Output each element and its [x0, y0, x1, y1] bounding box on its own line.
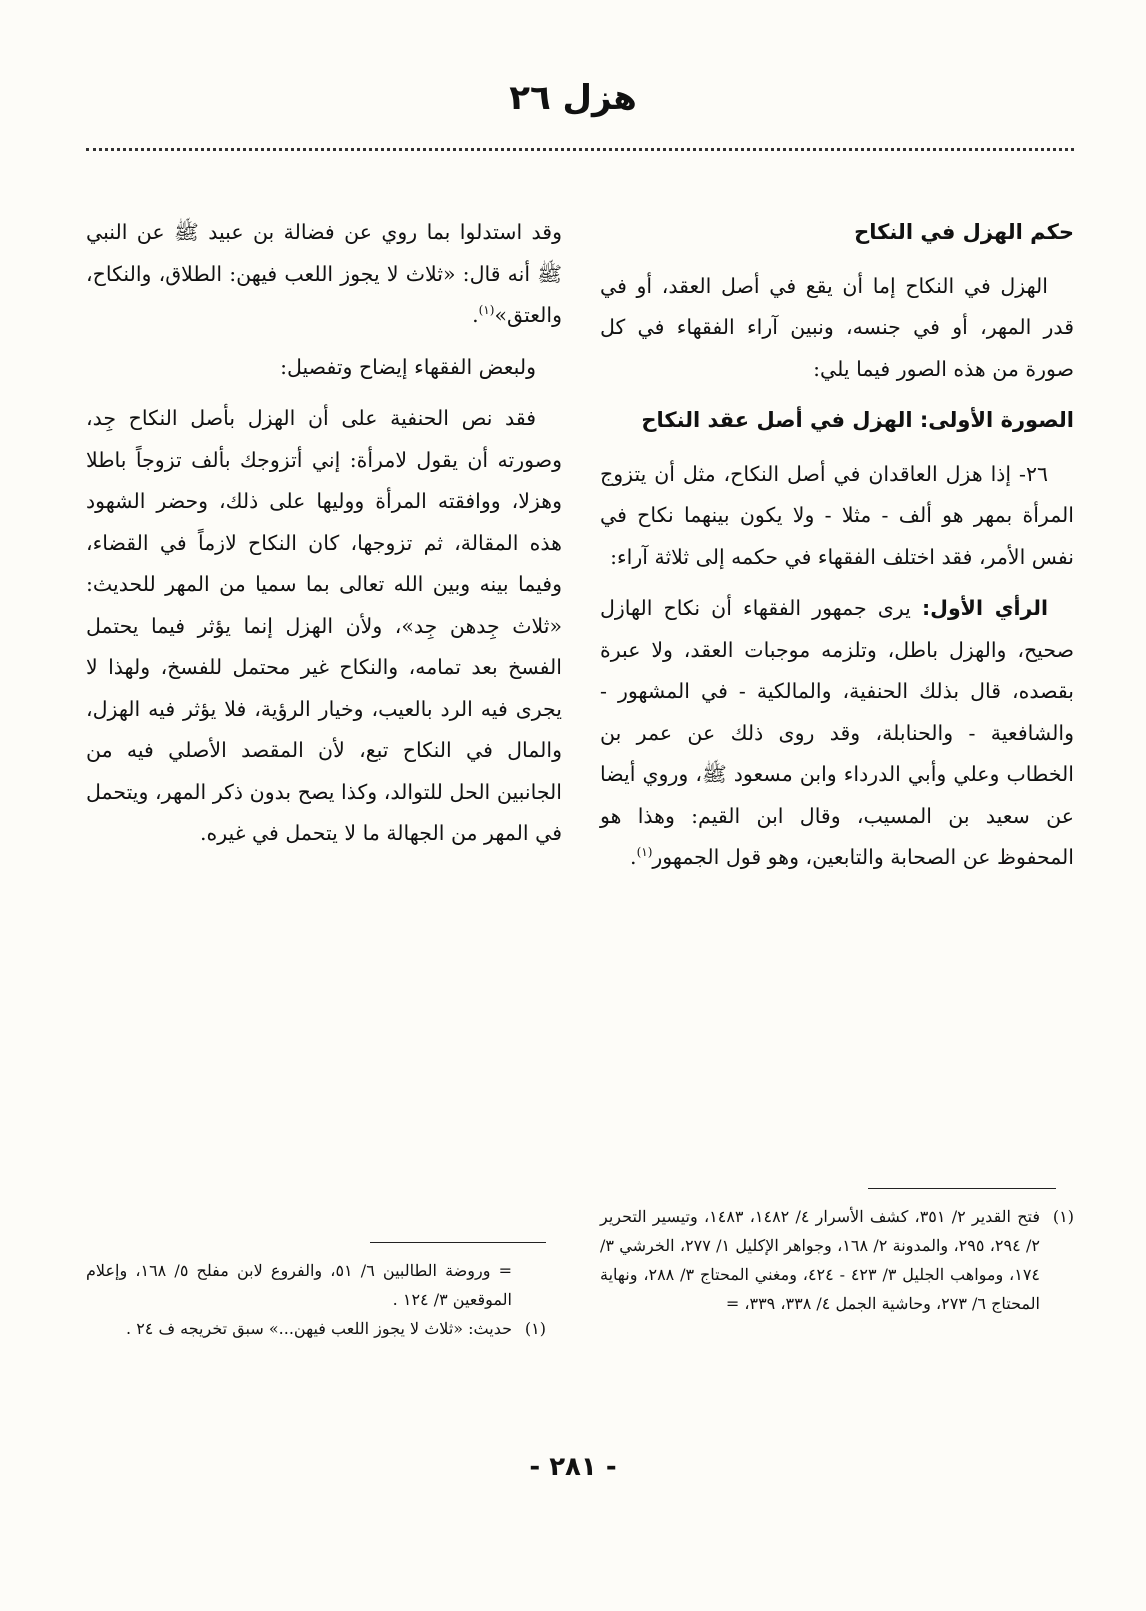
page-header-title: هزل ٢٦: [509, 78, 637, 118]
footnote-ref: (١): [478, 303, 495, 318]
first-opinion-text: يرى جمهور الفقهاء أن نكاح الهازل صحيح، والهزل باطل، وتلزمه موجبات العقد، ولا عبرة بقصده، قال بذلك الحنفية، والمالكية - في المشهور - والشافعية - والحنابلة، وقد روى ذلك عن عمر بن الخطاب وعلي وأبي الدرداء وابن مسعود ﷺ، وروي أيضا عن سعيد بن المسيب، وقال ابن القيم: وهذا هو المحفوظ عن الصحابة والتابعين، وهو قول الجمهور: [600, 596, 1074, 869]
left-column: [86, 212, 562, 865]
section-heading: حكم الهزل في النكاح: [854, 220, 1074, 244]
hanafi-paragraph: فقد نص الحنفية على أن الهزل بأصل النكاح جِد، وصورته أن يقول لامرأة: إني أتزوجك بألف تزوجاً باطلا وهزلا، ووافقته المرأة ووليها على ذلك، وحضر الشهود هذه المقالة، ثم تزوجها، كان النكاح لازماً في القضاء، وفيما بينه وبين الله تعالى بما سميا من المهر للحديث: «ثلاث جِدهن جِد»، ولأن الهزل إنما يؤثر فيما يحتمل الفسخ بعد تمامه، والنكاح غير محتمل للفسخ، ولهذا لا يجرى فيه الرد بالعيب، وخيار الرؤية، فلا يؤثر فيه الهزل، والمال في النكاح تبع، لأن المقصد الأصلي فيه من الجانبين الحل للتوالد، وكذا يصح بدون ذكر المهر، ويتحمل في المهر من الجهالة ما لا يتحمل في غيره.: [86, 406, 562, 845]
intro-paragraph: الهزل في النكاح إما أن يقع في أصل العقد، أو في قدر المهر، أو في جنسه، ونبين آراء الفقهاء في كل صورة من هذه الصور فيما يلي:: [600, 273, 1074, 381]
footnote-rule-left: [370, 1242, 546, 1243]
first-opinion-paragraph: [600, 588, 1074, 879]
first-opinion-label: الرأي الأول:: [921, 596, 1049, 620]
sentence-end: .: [630, 845, 637, 869]
footnotes-right: [600, 1202, 1074, 1318]
footnote-item: [86, 1314, 546, 1343]
right-column: [600, 212, 1074, 889]
footnote-ref: (١): [636, 845, 653, 860]
footnote-item: [600, 1202, 1074, 1318]
footnote-item: [86, 1256, 546, 1314]
sentence-end: .: [472, 303, 479, 327]
page-number: - ٢٨١ -: [529, 1452, 617, 1482]
clarification-paragraph: ولبعض الفقهاء إيضاح وتفصيل:: [280, 354, 536, 379]
footnotes-left: [86, 1256, 546, 1343]
footnote-text: = وروضة الطالبين ٦/ ٥١، والفروع لابن مفلح ٥/ ١٦٨، وإعلام الموقعين ٣/ ١٢٤ .: [86, 1261, 513, 1309]
footnote-rule-right: [868, 1188, 1056, 1189]
hadith-paragraph: [86, 212, 562, 337]
footnote-text: حديث: «ثلاث لا يجوز اللعب فيهن...» سبق تخريجه ف ٢٤ .: [126, 1319, 512, 1338]
hadith-text: وقد استدلوا بما روي عن فضالة بن عبيد ﷺ عن النبي ﷺ أنه قال: «ثلاث لا يجوز اللعب فيهن: الطلاق، والنكاح، والعتق»: [86, 220, 562, 327]
header-dotted-rule: [86, 148, 1074, 151]
paragraph-26: ٢٦- إذا هزل العاقدان في أصل النكاح، مثل أن يتزوج المرأة بمهر هو ألف - مثلا - ولا يكون بينهما نكاح في نفس الأمر، فقد اختلف الفقهاء في حكمه إلى ثلاثة آراء:: [600, 461, 1074, 569]
subsection-heading: الصورة الأولى: الهزل في أصل عقد النكاح: [641, 408, 1074, 432]
footnote-number: (١): [524, 1319, 546, 1338]
footnote-number: [512, 1256, 546, 1314]
footnote-number: (١): [1052, 1207, 1074, 1226]
footnote-text: فتح القدير ٢/ ٣٥١، كشف الأسرار ٤/ ١٤٨٢، ١٤٨٣، وتيسير التحرير ٢/ ٢٩٤، ٢٩٥، والمدونة ٢/ ١٦٨، وجواهر الإكليل ١/ ٢٧٧، الخرشي ٣/ ١٧٤، ومواهب الجليل ٣/ ٤٢٣ - ٤٢٤، ومغني المحتاج ٣/ ٢٨٨، ونهاية المحتاج ٦/ ٢٧٣، وحاشية الجمل ٤/ ٣٣٨، ٣٣٩، =: [600, 1207, 1041, 1313]
